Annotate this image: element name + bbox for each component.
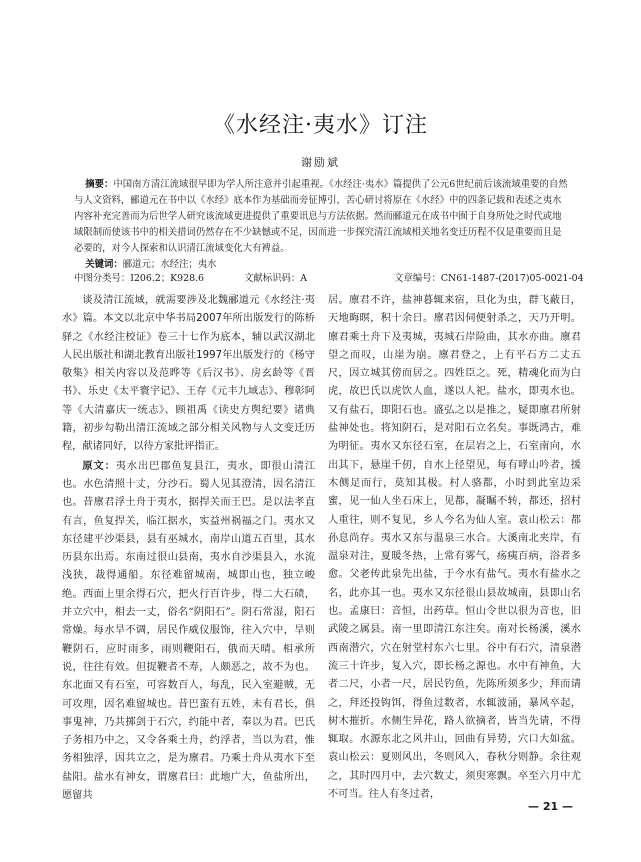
page-number: — 21 — [528, 800, 573, 813]
abstract-text: 中国南方清江流域很早即为学人所注意并引起重视。《水经注·夷水》篇提供了公元6世纪前后该流域重要的自然与人文资料，郦道元在书中以《水经》底本作为基础而旁征博引，苦心研讨将原在《水经》中的四条记载和表述之夷水内容补充完善而为后世学人研究该流域更进提供了重要讯息与方法依据。然而郦道元在成书中囿于自身所处之时代或地域限制而使该书中的相关措词仍然存在不少缺憾或不足，因而进一步探究清江流域相关地名变迁历程不仅是重要而且是必要的，对今人探索和认识清江流域变化大有裨益。 [74, 179, 568, 255]
document-code: 文献标识码：A [244, 273, 308, 284]
left-column [62, 292, 315, 805]
abstract-block [74, 177, 570, 274]
original-text-label: 原文： [82, 459, 116, 472]
intro-paragraph: 谈及清江流域，就需要涉及北魏郦道元《水经注·夷水》篇。本文以北京中华书局2007年所出版发行的陈桥驿之《水经注校证》卷三十七作为底本，辅以武汉湖北人民出版社和湖北教育出版社1997年出版发行的《杨守敬集》相关内容以及范晔等《后汉书》、房玄龄等《晋书》、乐史《太平寰宇记》、王存《元丰九域志》、穆彰阿等《大清嘉庆一统志》、顾祖禹《读史方舆纪要》诸典籍，初步勾勒出清江流域之部分相关风物与人文变迁历程，献诸同好，以待方家批评指正。 [62, 295, 315, 453]
keywords-label: 关键词： [85, 259, 123, 271]
original-text-body: 夷水出巴郡鱼复县江，夷水，即很山清江也。水色清照十丈，分沙石。蜀人见其澄清，因名清江也。昔廪君浮土舟于夷水，据捍关而王巴。是以法孝直有言，鱼复捍关，临江据水，实益州祸福之门。夷水又东径建平沙渠县，县有巫城水，南岸山道五百里，其水历县东出焉。东南过很山县南，夷水自沙渠县入，水流浅狭，裁得通船。东径难留城南，城即山也，独立峻绝。西面上里余得石穴，把火行百许步，得二大石碛，并立穴中，相去一丈，俗名“阴阳石”。阴石常湿，阳石常燥。每水旱不调，居民作威仪服饰，往入穴中，旱则鞭阴石，应时雨多，雨则鞭阳石，俄而天晴。相承所说，往往有效。但捉鞭者不寿，人颇恶之，故不为也。东北面又有石室，可容数百人，每乱，民入室避贼，无可攻理，因名难留城也。昔巴蛮有五姓，未有君长，俱事鬼神，乃共掷剑于石穴，约能中者，奉以为君。巴氏子务相乃中之，又令各乘土舟，约浮者，当以为君，惟务相独浮，因共立之，是为廪君。乃乘土舟从夷水下至盐阳。盐水有神女，谓廪君曰：此地广大，鱼盐所出，愿留共 [62, 460, 316, 802]
abstract-paragraph [74, 177, 570, 257]
right-column [328, 292, 581, 804]
right-column-text: 居。廪君不许，盐神暮辄来宿，旦化为虫，群飞蔽日，天地晦暝，积十余日。廪君因伺便射杀之，天乃开明。廪君乘土舟下及夷城，夷城石岸险曲，其水亦曲。廪君望之而叹，山崖为崩。廪君登之，上有平石方二丈五尺，因立城其傍而居之。四姓臣之。死，精魂化而为白虎，故巴氏以虎饮人血，遂以人祀。盐水，即夷水也。又有盐石，即阳石也。盛弘之以是推之，疑即廪君所射盐神处也。将知阴石，是对阳石立名矣。事既鸿古，难为明征。夷水又东径石室，在层岩之上，石室南向，水出其下，悬崖千仞，自水上径望见，每有哮山吟者，援木侧足而行，莫知其极。村人骆都，小时到此室边采蜜，见一仙人坐石床上，见都，凝瞩不转，都还，招村人重往，则不复见，乡人今名为仙人室。袁山松云：都孙息尚存。夷水又东与温泉三水合。大溪南北夹岸，有温泉对注，夏暖冬热，上常有雾气，疡痍百病，浴者多愈。父老传此泉先出盐，于今水有盐气。夷水有盐水之名，此亦其一也。夷水又东径很山县故城南，县即山名也。孟康曰：音恒，出药草。恒山令世以很为音也，旧武陵之属县。南一里即清江东注矣。南对长杨溪，溪水西南潜穴，穴在射堂村东六七里。谷中有石穴，清泉潜流三十许步，复入穴，即长杨之源也。水中有神鱼，大者二尺，小者一尺，居民钓鱼，先陈所须多少，拜而请之，拜还投钩饵，得鱼过数者，水辄波涌，暴风卒起，树木摧折。水侧生异花，路人欲摘者，皆当先请，不得辄取。水源东北之风井山，回曲有异势，穴口大如盆。袁山松云：夏则风出，冬则风入，春秋分则静。余往观之，其时四月中，去穴数丈，须臾寒飘。卒至六月中尤不可当。往人有冬过者， [328, 295, 581, 801]
article-number: 文章编号：CN61-1487-(2017)05-0021-04 [394, 273, 584, 284]
article-author: 谢励斌 [301, 156, 340, 169]
original-text-paragraph [62, 457, 315, 806]
clc-number: 中图分类号：I206.2；K928.6 [74, 273, 205, 284]
abstract-label: 摘要： [85, 179, 114, 190]
keywords-text: 郦道元；水经注；夷水 [122, 259, 217, 271]
classification-line [74, 270, 594, 284]
article-title: 《水经注·夷水》订注 [213, 113, 428, 138]
